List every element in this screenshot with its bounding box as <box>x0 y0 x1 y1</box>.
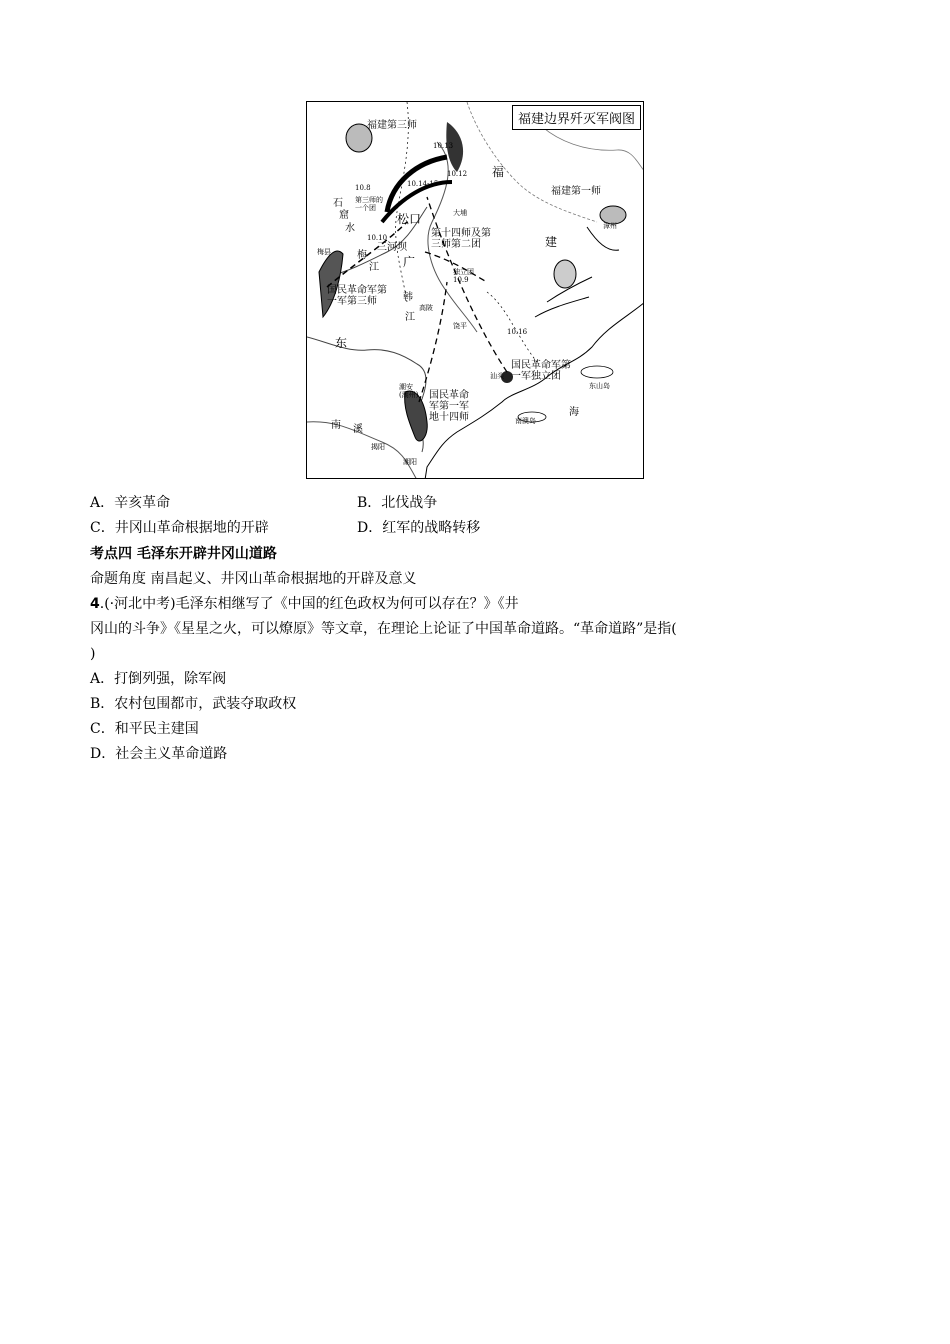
question4-text1: .(·河北中考)毛泽东相继写了《中国的红色政权为何可以存在？》《井 <box>99 596 519 612</box>
section-heading: 考点四 毛泽东开辟井冈山道路 <box>90 546 277 562</box>
label-date-1016: 10.16 <box>507 328 528 336</box>
label-nra-fourteenth: 国民革命 军第一军 地十四师 <box>429 390 469 423</box>
label-jian: 建 <box>545 235 558 249</box>
label-dong: 东 <box>335 336 348 350</box>
label-sanheba: 三河坝 <box>377 242 407 253</box>
map-figure <box>306 101 644 479</box>
label-chaoyang: 潮阳 <box>403 458 417 466</box>
label-fujian-third: 福建第三师 <box>367 120 417 131</box>
label-songkou: 松口 <box>397 212 422 226</box>
option-d-q3: D．红军的战略转移 <box>357 520 481 536</box>
label-dapu: 大埔 <box>453 209 467 217</box>
label-shantou: 汕头 <box>490 372 504 380</box>
option-b-q4: B．农村包围都市，武装夺取政权 <box>90 696 297 712</box>
option-a-q3: A．辛亥革命 <box>90 495 171 511</box>
label-raoping: 饶平 <box>453 322 467 330</box>
label-shi: 石 <box>333 198 343 209</box>
option-c-q3: C．井冈山革命根据地的开辟 <box>90 520 269 536</box>
label-dongshan: 东山岛 <box>589 382 610 390</box>
question4-line2: 冈山的斗争》《星星之火，可以燎原》等文章，在理论上论证了中国革命道路。“革命道路”是指( <box>90 621 677 637</box>
label-date-1012: 10.12 <box>447 170 468 178</box>
label-gaobei: 高陂 <box>419 304 433 312</box>
label-nan: 南 <box>331 420 341 431</box>
label-xi: 溪 <box>353 424 363 435</box>
label-shui: 水 <box>345 223 355 234</box>
label-nra-independent: 国民革命军第 一军独立团 <box>511 360 571 382</box>
question4-line3: ) <box>90 646 96 662</box>
label-date-108: 10.8 <box>355 184 371 192</box>
label-date-1010: 10.10 <box>367 234 388 242</box>
label-meixian: 梅县 <box>317 248 331 256</box>
label-ku: 窟 <box>339 210 349 221</box>
map-title: 福建边界歼灭军阀图 <box>512 105 641 130</box>
label-fu: 福 <box>492 165 505 179</box>
option-b-q3: B．北伐战争 <box>357 495 438 511</box>
label-fujian-first: 福建第一师 <box>551 186 601 197</box>
label-guang: 广 <box>403 255 416 269</box>
question4-number: 4 <box>90 596 100 612</box>
option-d-q4: D．社会主义革命道路 <box>90 746 228 762</box>
label-han-jiang: 江 <box>405 312 415 323</box>
option-c-q4: C．和平民主建国 <box>90 721 199 737</box>
label-chaoan: 潮安 (潮州) <box>399 383 419 399</box>
section-angle: 命题角度 南昌起义、井冈山革命根据地的开辟及意义 <box>90 571 417 587</box>
label-zhangzhou: 漳州 <box>603 222 617 230</box>
question4-line1 <box>90 595 519 613</box>
option-a-q4: A．打倒列强，除军阀 <box>90 671 227 687</box>
label-independent-date: 独立团 10.9 <box>453 268 474 284</box>
label-date-1014: 10.14-15 <box>407 180 439 188</box>
label-third-div-regiment: 第三师的 一个团 <box>355 196 383 212</box>
label-mei: 梅 <box>357 250 367 261</box>
label-jieyang: 揭阳 <box>371 443 385 451</box>
label-date-1013: 10.13 <box>433 142 454 150</box>
label-hai: 海 <box>569 407 579 418</box>
label-nra-first-third: 国民革命军第 一军第三师 <box>327 285 387 307</box>
label-div14-group2: 第十四师及第 三师第二团 <box>431 228 491 250</box>
label-han: 韩 <box>403 292 413 303</box>
label-nanao: 南澳岛 <box>515 417 536 425</box>
label-jiang: 江 <box>369 262 379 273</box>
